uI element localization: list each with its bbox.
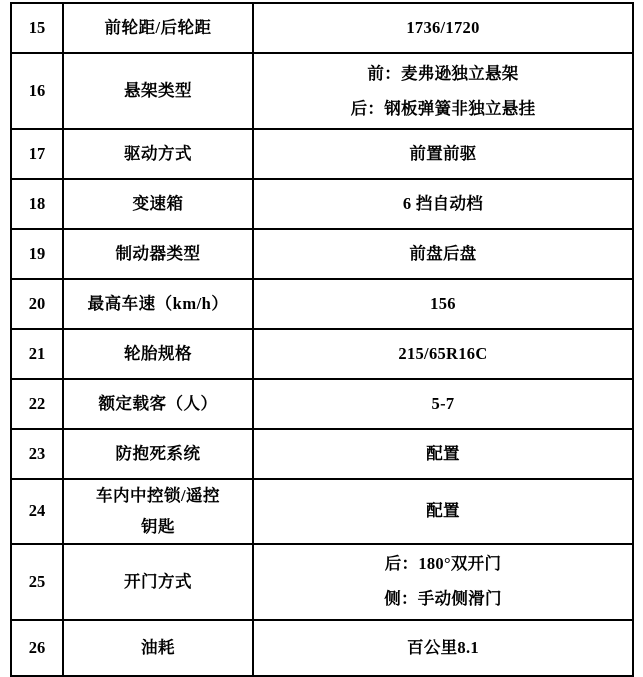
row-index-cell: 23 — [11, 429, 63, 479]
row-index-cell: 20 — [11, 279, 63, 329]
spec-name-line: 额定载客（人） — [98, 394, 218, 414]
spec-value-cell — [253, 3, 633, 53]
row-index-cell: 16 — [11, 53, 63, 129]
spec-value-line: 后：180°双开门 — [384, 554, 502, 574]
table-row — [11, 544, 633, 620]
spec-value-line: 侧：手动侧滑门 — [384, 589, 502, 609]
row-index-cell: 17 — [11, 129, 63, 179]
spec-name-line: 开门方式 — [124, 571, 192, 591]
row-index-cell: 21 — [11, 329, 63, 379]
row-index-cell: 18 — [11, 179, 63, 229]
row-index-cell: 26 — [11, 620, 63, 676]
spec-name-line: 钥匙 — [141, 516, 175, 536]
spec-value-line: 后：钢板弹簧非独立悬挂 — [350, 98, 536, 118]
table-row — [11, 279, 633, 329]
spec-value-cell — [253, 379, 633, 429]
spec-value-line: 前盘后盘 — [409, 244, 477, 264]
spec-value-cell — [253, 429, 633, 479]
table-row — [11, 179, 633, 229]
spec-value-line: 前：麦弗逊独立悬架 — [367, 63, 519, 83]
spec-name-line: 变速箱 — [132, 194, 184, 214]
spec-value-cell — [253, 229, 633, 279]
spec-value-cell — [253, 479, 633, 544]
spec-name-cell — [63, 279, 253, 329]
spec-name-line: 最高车速（km/h） — [87, 294, 229, 314]
spec-value-line: 配置 — [426, 444, 460, 464]
row-index-cell: 25 — [11, 544, 63, 620]
spec-name-line: 前轮距/后轮距 — [104, 18, 212, 38]
spec-name-line: 防抱死系统 — [115, 444, 201, 464]
table-row — [11, 329, 633, 379]
table-row — [11, 53, 633, 129]
spec-name-cell — [63, 479, 253, 544]
spec-name-cell — [63, 3, 253, 53]
spec-name-line: 制动器类型 — [115, 244, 201, 264]
spec-name-cell — [63, 379, 253, 429]
spec-name-cell — [63, 229, 253, 279]
spec-name-line: 油耗 — [141, 637, 175, 657]
row-index-cell: 19 — [11, 229, 63, 279]
table-row — [11, 620, 633, 676]
spec-value-cell — [253, 279, 633, 329]
spec-value-line: 5-7 — [431, 394, 455, 414]
spec-name-cell — [63, 129, 253, 179]
spec-value-cell — [253, 329, 633, 379]
spec-value-cell — [253, 53, 633, 129]
spec-value-line: 百公里8.1 — [407, 637, 479, 657]
table-row — [11, 3, 633, 53]
spec-name-line: 车内中控锁/遥控 — [95, 486, 221, 505]
spec-sheet — [0, 2, 643, 657]
row-index-cell: 22 — [11, 379, 63, 429]
spec-value-line: 前置前驱 — [409, 144, 477, 164]
spec-name-cell — [63, 620, 253, 676]
spec-table-body — [11, 3, 633, 676]
spec-name-line: 悬架类型 — [124, 81, 192, 101]
spec-name-cell — [63, 53, 253, 129]
spec-name-cell — [63, 429, 253, 479]
spec-name-cell — [63, 329, 253, 379]
spec-name-cell — [63, 544, 253, 620]
spec-value-cell — [253, 544, 633, 620]
table-row — [11, 379, 633, 429]
spec-value-cell — [253, 620, 633, 676]
table-row — [11, 129, 633, 179]
spec-value-line: 配置 — [426, 501, 460, 521]
table-row — [11, 429, 633, 479]
table-row — [11, 229, 633, 279]
spec-value-line: 215/65R16C — [398, 344, 488, 364]
spec-name-line: 轮胎规格 — [124, 344, 192, 364]
row-index-cell: 24 — [11, 479, 63, 544]
spec-value-cell — [253, 129, 633, 179]
table-row — [11, 479, 633, 544]
spec-name-cell — [63, 179, 253, 229]
vehicle-spec-table — [10, 2, 634, 677]
spec-name-line: 驱动方式 — [124, 144, 192, 164]
spec-value-line: 6 挡自动档 — [402, 194, 484, 214]
spec-value-line: 156 — [430, 294, 456, 314]
spec-value-line: 1736/1720 — [406, 18, 480, 38]
row-index-cell: 15 — [11, 3, 63, 53]
spec-value-cell — [253, 179, 633, 229]
